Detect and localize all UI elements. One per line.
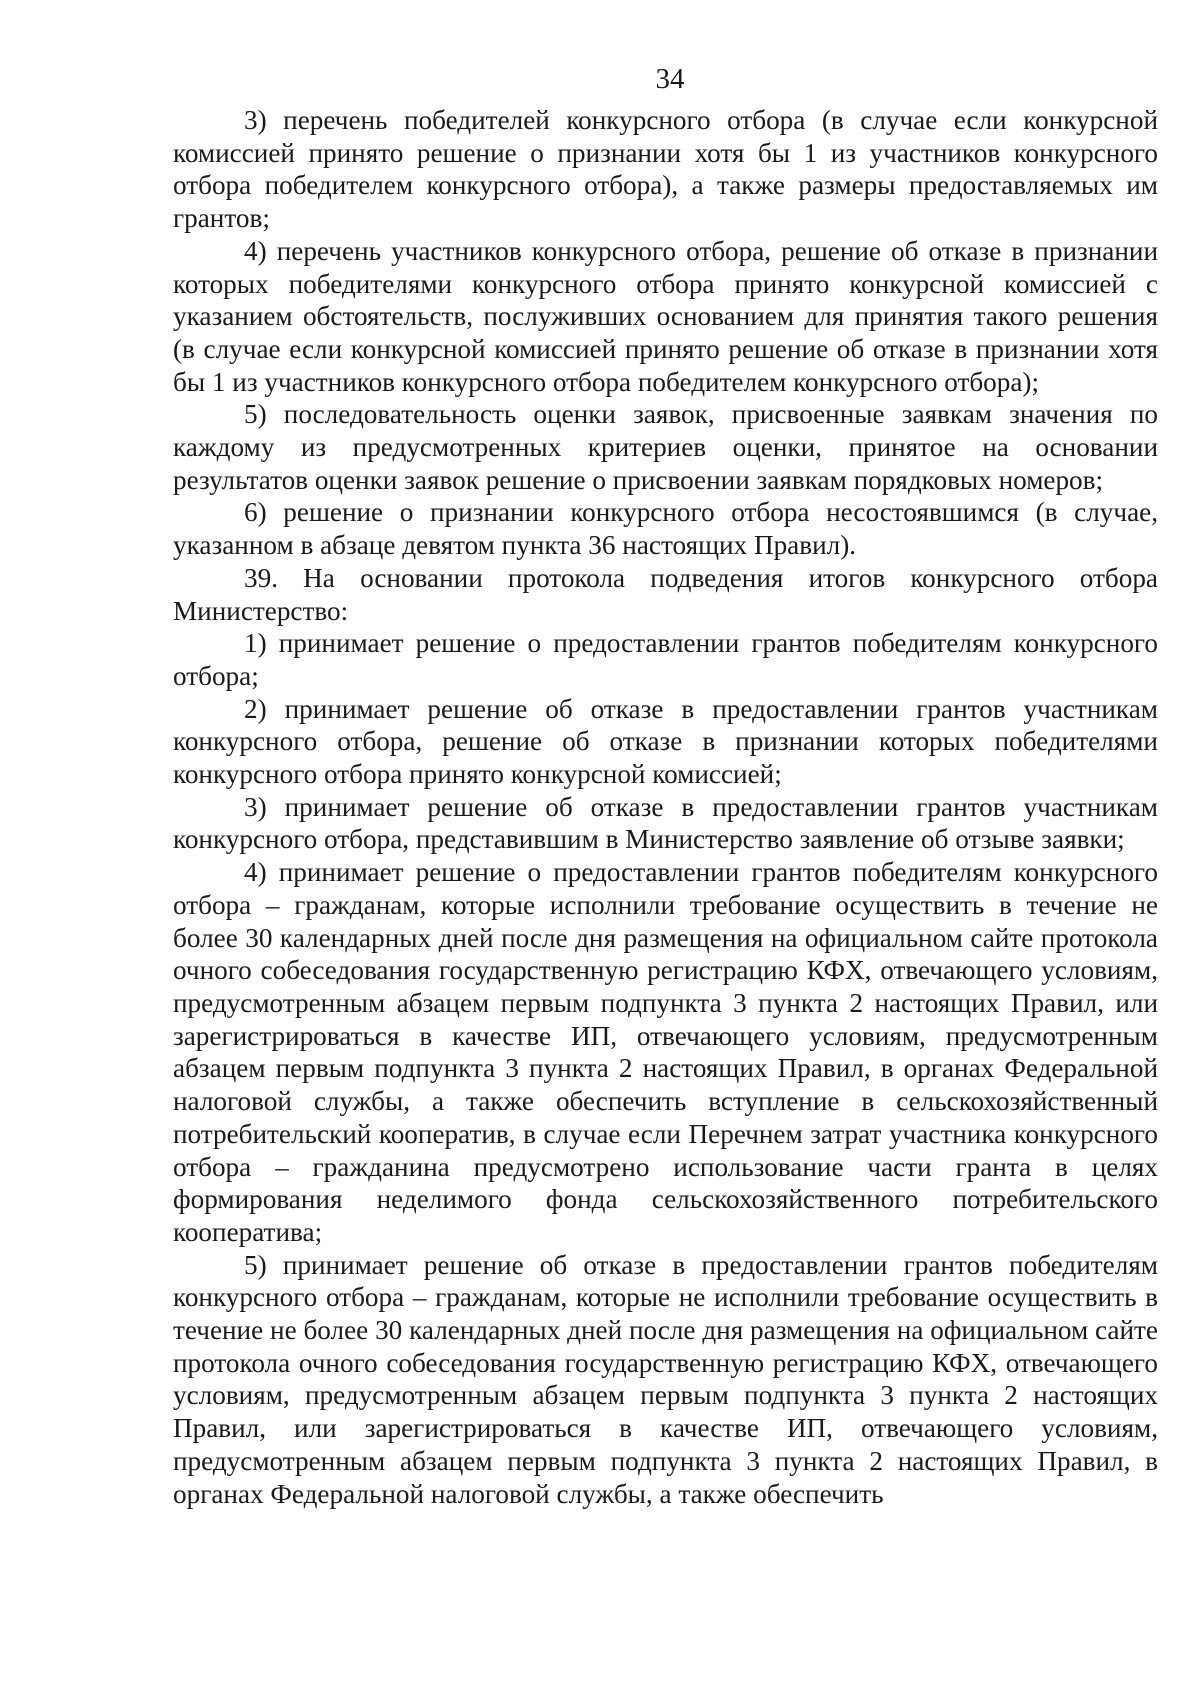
paragraph-item-5: 5) последовательность оценки заявок, присвоенные заявкам значения по каждому из предусмотренных критериев оценки, принятое на основании результатов оценки заявок решение о присвоении заявкам порядковых номеров; <box>173 399 1158 495</box>
paragraph-clause-39-item-1: 1) принимает решение о предоставлении грантов победителям конкурсного отбора; <box>173 628 1158 691</box>
page-number: 34 <box>655 63 685 95</box>
paragraph-item-4: 4) перечень участников конкурсного отбора, решение об отказе в признании которых победителями конкурсного отбора принято конкурсной комиссией с указанием обстоятельств, послуживших основанием для принятия такого решения (в случае если конкурсной комиссией принято решение об отказе в признании хотя бы 1 из участников конкурсного отбора победителем конкурсного отбора); <box>173 235 1158 397</box>
paragraph-clause-39: 39. На основании протокола подведения итогов конкурсного отбора Министерство: <box>173 562 1158 626</box>
paragraph-clause-39-item-2: 2) принимает решение об отказе в предоставлении грантов участникам конкурсного отбора, решение об отказе в признании которых победителями конкурсного отбора принято конкурсной комиссией; <box>173 693 1158 790</box>
paragraph-clause-39-item-5: 5) принимает решение об отказе в предоставлении грантов победителям конкурсного отбора – гражданам, которые не исполнили требование осуществить в течение не более 30 календарных дней после дня размещения на официальном сайте протокола очного собеседования государственную регистрацию КФХ, отвечающего условиям, предусмотренным абзацем первым подпункта 3 пункта 2 настоящих Правил, или зарегистрироваться в качестве ИП, отвечающего условиям, предусмотренным абзацем первым подпункта 3 пункта 2 настоящих Правил, в органах Федеральной налоговой службы, а также обеспечить <box>173 1249 1158 1509</box>
paragraph-item-3: 3) перечень победителей конкурсного отбора (в случае если конкурсной комиссией принято решение о признании хотя бы 1 из участников конкурсного отбора победителем конкурсного отбора), а также размеры предоставляемых им грантов; <box>173 105 1158 234</box>
paragraph-item-6: 6) решение о признании конкурсного отбора несостоявшимся (в случае, указанном в абзаце девятом пункта 36 настоящих Правил). <box>173 497 1158 561</box>
paragraph-clause-39-item-3: 3) принимает решение об отказе в предоставлении грантов участникам конкурсного отбора, представившим в Министерство заявление об отзыве заявки; <box>173 791 1158 855</box>
paragraph-clause-39-item-4: 4) принимает решение о предоставлении грантов победителям конкурсного отбора – гражданам, которые исполнили требование осуществить в течение не более 30 календарных дней после дня размещения на официальном сайте протокола очного собеседования государственную регистрацию КФХ, отвечающего условиям, предусмотренным абзацем первым подпункта 3 пункта 2 настоящих Правил, или зарегистрироваться в качестве ИП, отвечающего условиям, предусмотренным абзацем первым подпункта 3 пункта 2 настоящих Правил, в органах Федеральной налоговой службы, а также обеспечить вступление в сельскохозяйственный потребительский кооператив, в случае если Перечнем затрат участника конкурсного отбора – гражданина предусмотрено использование части гранта в целях формирования неделимого фонда сельскохозяйственного потребительского кооператива; <box>173 857 1158 1247</box>
body-text <box>173 104 1158 1510</box>
